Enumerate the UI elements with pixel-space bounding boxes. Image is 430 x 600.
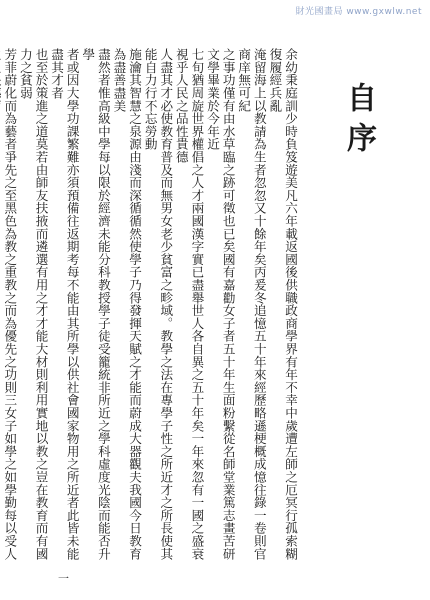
- text-column-4: 七旬猶周旋世界權倡之人才兩國漢字實已盡舉世人各自異之五十年矣一年來忽有一國之盛衰視乎人民之品性貴德: [173, 48, 205, 560]
- text-column-6: 施瀹其智慧之泉源由淺而深循循然使學子乃得發揮天賦之才能而蔚成大器觀夫我國今日教育為盡善盡美: [111, 48, 143, 560]
- text-column-5: 人盡其才必使教育普及而無男女老少貧富之畛域。教學之法在專學子性之所近才之所長使其能自力行不忘勞動: [142, 48, 174, 560]
- text-column-10: 芳菲蔚化而為藝者爭先之至黑色為教之重教之而為優先之功則三女子如學之如學勤每以受人: [2, 48, 18, 560]
- text-column-7: 盡然者惟高級中學每以限於經濟未能分科教授學子徒受籠統非所近之學科虛度光陰而能否升學: [80, 48, 111, 560]
- title-gap: [298, 48, 330, 563]
- page-title: 自序: [341, 82, 376, 162]
- page-number: 一: [58, 572, 69, 585]
- text-column-8: 者或因大學功課繁難亦須預備往返期考每不能由其所學以供社會國家物用之所近者此皆未能盡其才者: [49, 48, 80, 560]
- watermark: 財光國畫局 www.gxwlw.net: [295, 7, 422, 17]
- text-column-3: 之事功僅有由水草臨之跡可徵也已矣國有嘉勸女子者五十年生面粉繫從名師堂業篤志畫苦研文學畢業於今年近: [205, 48, 236, 560]
- text-column-2: 淹留海上以教請為生者忽忽又十餘年矣丙爰冬追憶五十年來經歷略遜梗概成憶往錄一卷則官商庠無可紀: [236, 48, 267, 560]
- text-column-9: 也至於策進之道莫若由師友扶掖而遴選有用之才才能大材則利用實地以教之豈在教育而有國力之貧弱: [17, 48, 49, 560]
- text-column-1: 余幼秉庭訓少時負笈遊美凡六年載返國後供職政商學界有年不幸中歲遭左師之厄冥行孤索糊復履經兵亂: [267, 48, 298, 560]
- book-page: [2, 18, 386, 588]
- vertical-text-block: [2, 48, 386, 563]
